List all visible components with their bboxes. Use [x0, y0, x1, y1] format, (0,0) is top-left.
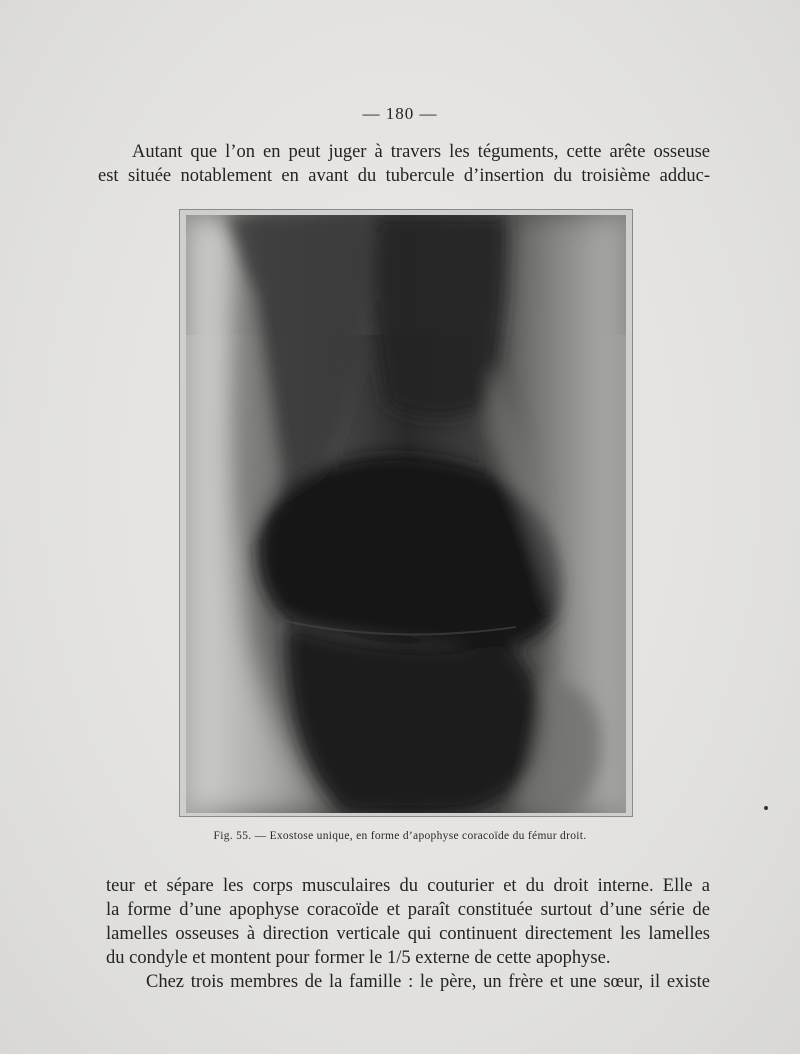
figure-caption: Fig. 55. — Exostose unique, en forme d’apophyse coracoïde du fémur droit.: [213, 830, 587, 842]
paragraph-line: du condyle et montent pour former le 1/5 externe de cette apophyse.: [106, 948, 611, 968]
paragraph-line: est située notablement en avant du tubercule d’insertion du troisième adduc-: [98, 166, 710, 186]
page-number: — 180 —: [362, 104, 438, 123]
xray-image: [186, 215, 626, 813]
paragraph-line: teur et sépare les corps musculaires du couturier et du droit interne. Elle a: [106, 876, 710, 896]
figure-frame: [180, 210, 632, 816]
paragraph-line: lamelles osseuses à direction verticale qui continuent directement les lamelles: [106, 924, 710, 944]
ink-speck: [764, 806, 768, 810]
paragraph-line: la forme d’une apophyse coracoïde et paraît constituée surtout d’une série de: [106, 900, 710, 920]
paragraph-line: Chez trois membres de la famille : le père, un frère et une sœur, il existe: [146, 972, 710, 992]
paragraph-line: Autant que l’on en peut juger à travers les téguments, cette arête osseuse: [132, 142, 710, 162]
